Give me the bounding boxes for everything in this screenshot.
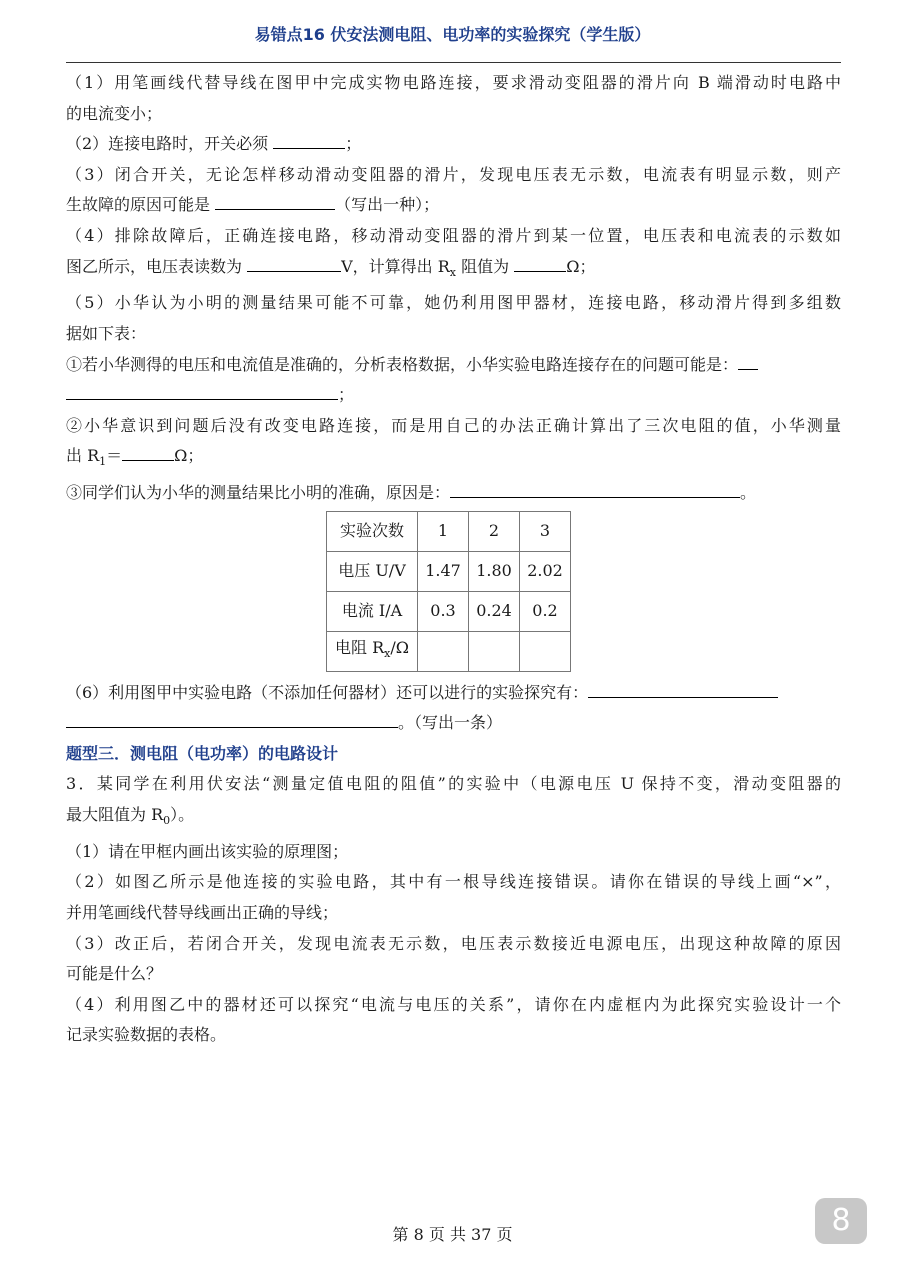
q2-part5-line2: 据如下表：	[66, 323, 147, 343]
q2-part4-subscript-x: x	[449, 265, 457, 279]
q2-part2-line	[66, 129, 841, 160]
answer-blank-problem[interactable]	[66, 381, 338, 400]
table-cell	[327, 631, 418, 671]
q2-sub1-text: ①若小华测得的电压和电流值是准确的，分析表格数据，小华实验电路连接存在的问题可能是：	[66, 354, 739, 374]
table-row	[327, 511, 571, 551]
q2-part4-unit-r: V，计算得出 R	[341, 256, 450, 276]
document-body	[66, 68, 841, 1051]
q2-part6-line2	[66, 708, 841, 739]
page-header-title: 易错点16 伏安法测电阻、电功率的实验探究（学生版）	[254, 25, 651, 44]
table-row	[327, 551, 571, 591]
answer-blank-fault[interactable]	[215, 191, 335, 210]
q2-part3-text: 生故障的原因可能是	[66, 195, 216, 215]
q2-part4-text: 图乙所示，电压表读数为	[66, 256, 248, 276]
table-cell: 1.47	[418, 551, 469, 591]
resistance-subscript: x	[384, 646, 391, 660]
answer-blank-other-experiment-cont[interactable]	[66, 709, 398, 728]
q2-part6-line1	[66, 678, 841, 709]
answer-blank-resistance[interactable]	[514, 253, 566, 272]
q2-part1-line2: 的电流变小；	[66, 103, 163, 123]
q2-sub3-text: ③同学们认为小华的测量结果比小明的准确，原因是：	[66, 483, 451, 503]
q2-part3-line2	[66, 190, 841, 221]
q3-stem-text: 最大阻值为 R	[66, 805, 164, 825]
table-cell: 电流 I/A	[327, 591, 418, 631]
q3-subscript-0: 0	[163, 814, 171, 828]
table-cell-empty[interactable]	[469, 631, 520, 671]
q3-part2-line2: 并用笔画线代替导线画出正确的导线；	[66, 903, 339, 923]
q2-sub3-line	[66, 478, 841, 509]
page-footer: 第 8 页 共 37 页	[392, 1225, 513, 1244]
answer-blank-problem-start[interactable]	[738, 351, 758, 370]
q3-part4-line2: 记录实验数据的表格。	[66, 1025, 227, 1045]
q2-part1-line1: （1）用笔画线代替导线在图甲中完成实物电路连接，要求滑动变阻器的滑片向 B 端滑动时电路中	[66, 73, 841, 92]
answer-blank-switch[interactable]	[273, 130, 345, 149]
q2-sub1-line1	[66, 350, 841, 381]
q3-stem-end: ）。	[170, 805, 195, 825]
experiment-data-table	[326, 511, 571, 672]
resistance-unit: /Ω	[390, 637, 409, 657]
q2-sub2-line1: ②小华意识到问题后没有改变电路连接，而是用自己的办法正确计算出了三次电阻的值，小华测量	[66, 415, 841, 435]
table-cell: 2.02	[520, 551, 571, 591]
q3-part3-line1: （3）改正后，若闭合开关，发现电流表无示数，电压表示数接近电源电压，出现这种故障的原因	[66, 933, 841, 953]
q2-sub2-end: Ω；	[174, 446, 204, 466]
answer-blank-other-experiment[interactable]	[588, 679, 778, 698]
section-title: 题型三．测电阻（电功率）的电路设计	[66, 743, 339, 763]
table-cell: 2	[469, 511, 520, 551]
table-cell-empty[interactable]	[418, 631, 469, 671]
q2-sub1-end: ；	[338, 385, 355, 405]
q3-stem-line2	[66, 800, 841, 837]
q2-sub2-text: 出 R	[66, 446, 100, 466]
table-cell: 0.2	[520, 591, 571, 631]
q3-part2-line1: （2）如图乙所示是他连接的实验电路，其中有一根导线连接错误。请你在错误的导线上画“×”，	[66, 872, 841, 892]
q2-sub2-line2	[66, 441, 841, 478]
header-divider	[66, 62, 841, 63]
q2-part2-end: ；	[345, 134, 362, 154]
table-cell: 电压 U/V	[327, 551, 418, 591]
q3-part1-line: （1）请在甲框内画出该实验的原理图；	[66, 841, 349, 861]
page-number-badge: 8	[815, 1198, 867, 1244]
q2-part4-line1: （4）排除故障后，正确连接电路，移动滑动变阻器的滑片到某一位置，电压表和电流表的示数如	[66, 225, 841, 245]
q2-sub1-line2	[66, 380, 841, 411]
table-cell: 1.80	[469, 551, 520, 591]
q3-stem-line1: 3．某同学在利用伏安法“测量定值电阻的阻值”的实验中（电源电压 U 保持不变，滑动变阻器的	[66, 774, 841, 794]
answer-blank-voltage[interactable]	[247, 253, 341, 272]
q2-part5-line1: （5）小华认为小明的测量结果可能不可靠，她仍利用图甲器材，连接电路，移动滑片得到多组数	[66, 293, 841, 313]
table-cell: 1	[418, 511, 469, 551]
table-cell: 0.3	[418, 591, 469, 631]
answer-blank-reason[interactable]	[450, 479, 740, 498]
q2-part6-text: （6）利用图甲中实验电路（不添加任何器材）还可以进行的实验探究有：	[66, 682, 589, 702]
q2-part4-end: Ω；	[566, 256, 596, 276]
q2-part4-resistance: 阻值为	[456, 256, 515, 276]
q2-part3-line1: （3）闭合开关，无论怎样移动滑动变阻器的滑片，发现电压表无示数，电流表有明显示数，则产	[66, 164, 841, 184]
q2-part2-text: （2）连接电路时，开关必须	[66, 134, 274, 154]
answer-blank-r1[interactable]	[122, 442, 174, 461]
table-row	[327, 631, 571, 671]
table-cell: 实验次数	[327, 511, 418, 551]
q3-part3-line2: 可能是什么？	[66, 964, 163, 984]
table-cell-empty[interactable]	[520, 631, 571, 671]
table-cell: 0.24	[469, 591, 520, 631]
q2-part6-end: 。（写出一条）	[398, 713, 503, 733]
q2-part3-end: （写出一种）；	[335, 195, 440, 215]
table-cell: 3	[520, 511, 571, 551]
q2-sub2-equals: ＝	[106, 446, 123, 466]
q2-sub3-end: 。	[740, 483, 757, 503]
q3-part4-line1: （4）利用图乙中的器材还可以探究“电流与电压的关系”，请你在内虚框内为此探究实验设计一个	[66, 994, 841, 1014]
resistance-label: 电阻 R	[334, 637, 385, 657]
q2-sub2-subscript-1: 1	[99, 455, 107, 469]
table-row	[327, 591, 571, 631]
q2-part4-line2	[66, 252, 841, 289]
